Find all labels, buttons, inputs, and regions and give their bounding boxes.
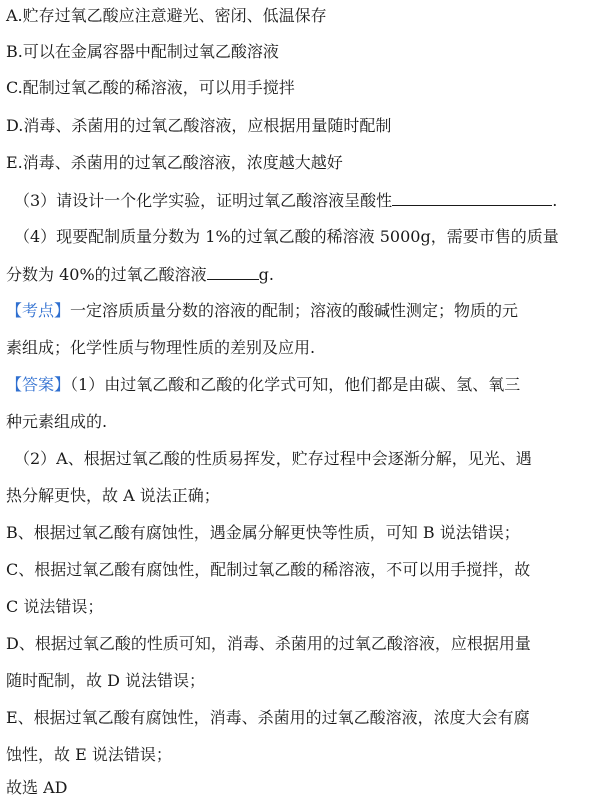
question-4-line1: （4）现要配制质量分数为 1%的过氧乙酸的稀溶液 5000g，需要市售的质量 [14,227,559,246]
answer-blank[interactable] [392,188,552,206]
question-3 [14,188,594,212]
answer-blank[interactable] [207,262,259,280]
answer-line7: C 说法错误； [6,597,104,616]
option-c: C.配制过氧乙酸的稀溶液，可以用手搅拌 [6,78,295,97]
question-3-text: （3）请设计一个化学实验，证明过氧乙酸溶液呈酸性 [14,191,393,210]
option-a: A.贮存过氧乙酸应注意避光、密闭、低温保存 [6,6,327,25]
answer-line4: 热分解更快，故 A 说法正确； [6,486,220,505]
answer-line10: E、根据过氧乙酸有腐蚀性，消毒、杀菌用的过氧乙酸溶液，浓度大会有腐 [6,708,530,727]
answer-line2: 种元素组成的. [6,412,108,431]
question-4-unit: g. [258,265,274,284]
question-3-end: . [552,191,558,210]
answer-line9: 随时配制，故 D 说法错误； [6,671,206,690]
kaodian-text: 一定溶质质量分数的溶液的配制；溶液的酸碱性测定；物质的元 [70,301,519,320]
kaodian-line1 [6,299,594,323]
answer-line12: 故选 AD [6,778,68,797]
kaodian-line2: 素组成；化学性质与物理性质的差别及应用. [6,338,316,357]
option-b: B.可以在金属容器中配制过氧乙酸溶液 [6,42,279,61]
option-e: E.消毒、杀菌用的过氧乙酸溶液，浓度越大越好 [6,153,343,172]
answer-line11: 蚀性，故 E 说法错误； [6,745,172,764]
question-4-text: 分数为 40%的过氧乙酸溶液 [6,265,207,284]
answer-line8: D、根据过氧乙酸的性质可知，消毒、杀菌用的过氧乙酸溶液，应根据用量 [6,634,531,653]
kaodian-tag: 【考点】 [6,301,71,320]
answer-line3: （2）A、根据过氧乙酸的性质易挥发，贮存过程中会逐渐分解，见光、遇 [14,449,532,468]
answer-line1 [6,373,594,397]
answer-tag: 【答案】 [6,375,71,394]
answer-line6: C、根据过氧乙酸有腐蚀性，配制过氧乙酸的稀溶液，不可以用手搅拌，故 [6,560,531,579]
option-d: D.消毒、杀菌用的过氧乙酸溶液，应根据用量随时配制 [6,116,392,135]
question-4-line2 [6,262,594,286]
answer-text: （1）由过氧乙酸和乙酸的化学式可知，他们都是由碳、氢、氧三 [70,375,521,394]
answer-line5: B、根据过氧乙酸有腐蚀性，遇金属分解更快等性质，可知 B 说法错误； [6,523,520,542]
